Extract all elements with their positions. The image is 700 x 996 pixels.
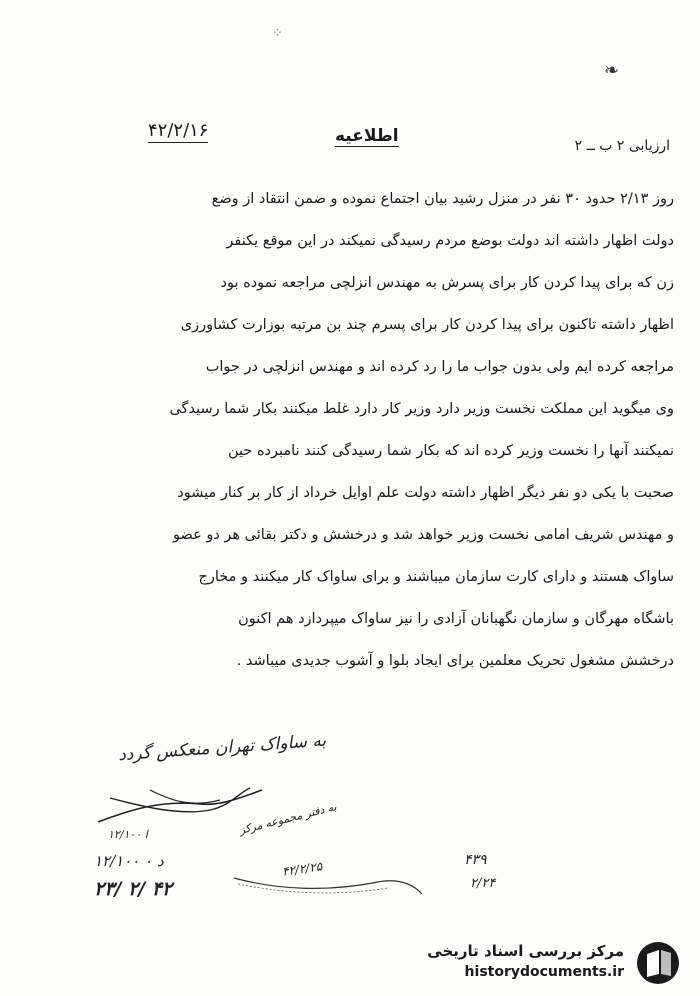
body-line: مراجعه کرده ایم ولی بدون جواب ما را رد کرده اند و مهندس انزلچی در جواب xyxy=(205,359,674,375)
routing-date: ۴۲/۲/۲۵ xyxy=(281,859,324,879)
file-code-small: ا ۱۲/۱۰۰ xyxy=(108,828,148,841)
routing-note: به دفتر مجموعه مرکز xyxy=(237,800,338,837)
body-line: صحبت با یکی دو نفر دیگر اظهار داشته دولت علم اوایل خرداد از کار بر کنار میشود xyxy=(177,485,674,501)
document-title: اطلاعیه xyxy=(335,126,399,146)
reference-date: ۲/۲۴ xyxy=(470,876,496,891)
signature-scribble xyxy=(90,770,270,830)
reference-number: ۴۳۹ xyxy=(464,852,487,868)
scan-speck: ⁘ xyxy=(272,26,283,41)
document-body xyxy=(59,178,674,682)
body-line: درخشش مشغول تحریک معلمین برای ایجاد بلوا و آشوب جدیدی میباشد . xyxy=(236,653,674,669)
body-line: نمیکنند آنها را نخست وزیر کرده اند که بکار شما رسیدگی کنند نامبرده حین xyxy=(227,443,674,459)
annotation-area xyxy=(0,720,700,920)
archive-logo xyxy=(408,938,688,988)
body-line: وی میگوید این مملکت نخست وزیر دارد وزیر کار دارد غلط میکنند بکار شما رسیدگی xyxy=(169,401,674,417)
body-line: و مهندس شریف امامی نخست وزیر خواهد شد و درخشش و دکتر بقائی هر دو عضو xyxy=(173,527,674,543)
archive-url: historydocuments.ir xyxy=(464,964,624,980)
body-line: ساواک هستند و دارای کارت سازمان میباشند و برای ساواک کار میکنند و مخارج xyxy=(198,569,674,585)
evaluation-code: ارزیابی ۲ ب ــ ۲ xyxy=(574,138,670,154)
file-date: ۲۳/ ۲/ ۴۲ xyxy=(94,878,173,900)
archive-name: مرکز بررسی اسناد تاریخی xyxy=(427,942,624,960)
scan-speck: ❧ xyxy=(604,60,620,81)
routing-scribble xyxy=(228,838,428,898)
body-line: روز ۲/۱۳ حدود ۳۰ نفر در منزل رشید بیان اجتماع نموده و ضمن انتقاد از وضع xyxy=(211,191,674,207)
body-line: اظهار داشته تاکنون برای پیدا کردن کار برای پسرم چند بن مرتبه بوزارت کشاورزی xyxy=(180,317,674,333)
handwritten-instruction: به ساواک تهران منعکس گردد xyxy=(117,730,327,766)
file-code: ۱۲/۱۰۰ د ۰ xyxy=(94,852,164,870)
body-line: زن که برای پیدا کردن کار برای پسرش به مهندس انزلچی مراجعه نموده بود xyxy=(220,275,674,291)
document-date: ۴۲/۲/۱۶ xyxy=(148,120,209,141)
archive-book-icon xyxy=(634,940,682,986)
body-line: باشگاه مهرگان و سازمان نگهبانان آزادی را نیز ساواک میپردازد هم اکنون xyxy=(238,611,674,627)
body-line: دولت اظهار داشته اند دولت بوضع مردم رسیدگی نمیکند در این موقع یکنفر xyxy=(226,233,674,249)
